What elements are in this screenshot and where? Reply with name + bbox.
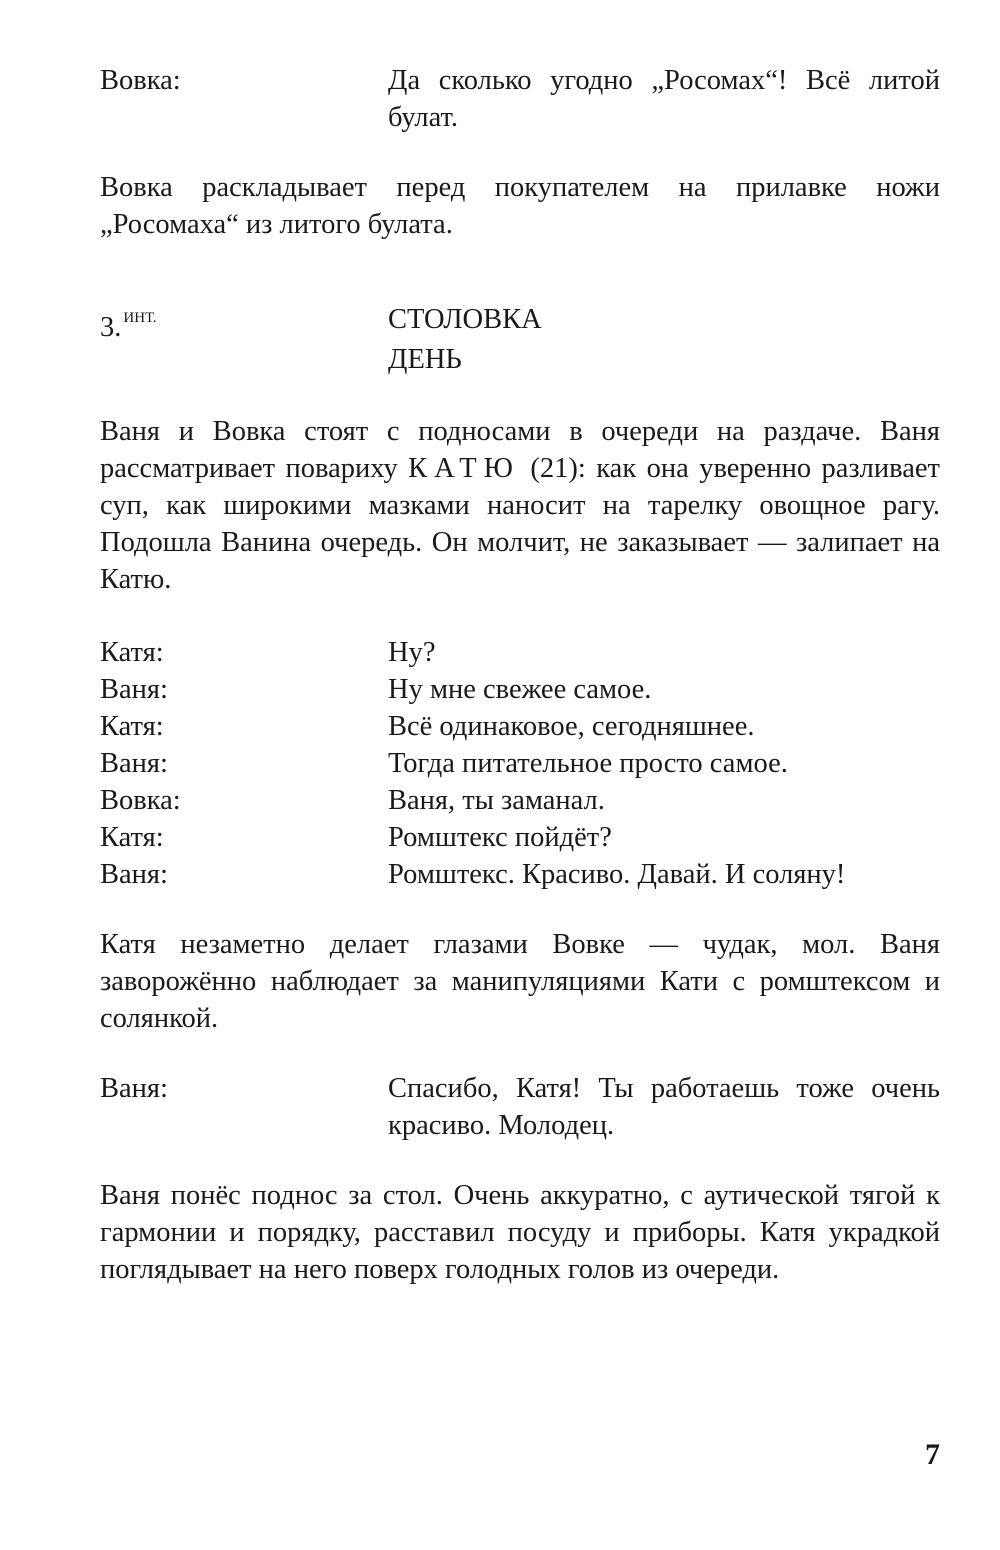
scene-location: СТОЛОВКА xyxy=(388,304,542,335)
speaker-name: Ваня: xyxy=(100,748,168,779)
dialogue-line: Ромштекс пойдёт? xyxy=(388,822,612,853)
dialogue-line: Тогда питательное просто самое. xyxy=(388,748,788,779)
character-intro: КАТЮ xyxy=(408,453,520,484)
dialogue-line: Да сколько угодно „Росомах“! Всё литой булат. xyxy=(388,65,940,133)
scene-time: ДЕНЬ xyxy=(388,344,462,375)
scene-heading xyxy=(100,300,940,380)
speaker-name: Вовка: xyxy=(100,785,181,816)
scene-type: ИНТ. xyxy=(123,310,157,326)
dialogue-line: Ромштекс. Красиво. Давай. И соляну! xyxy=(388,859,846,890)
action-paragraph: Вовка раскладывает перед покупателем на прилавке ножи „Росомаха“ из литого булата. xyxy=(100,172,940,240)
dialogue-line: Ну мне свежее самое. xyxy=(388,674,652,705)
page-number: 7 xyxy=(925,1438,940,1471)
scene-number: 3. $^{ИНТ.}$ xyxy=(100,310,157,343)
dialogue-row xyxy=(100,671,940,708)
speaker-name: Катя: xyxy=(100,711,164,742)
speaker-name: Катя: xyxy=(100,822,164,853)
action-paragraph: Катя незаметно делает глазами Вовке — чудак, мол. Ваня заворожённо наблюдает за манипуляциями Кати с ромштексом и солянкой. xyxy=(100,929,940,1034)
dialogue-line: Ну? xyxy=(388,637,436,668)
speaker-name: Вовка: xyxy=(100,65,181,96)
speaker-name: Ваня: xyxy=(100,859,168,890)
dialogue-line: Ваня, ты заманал. xyxy=(388,785,605,816)
speaker-name: Ваня: xyxy=(100,1073,168,1104)
dialogue-block xyxy=(100,1070,940,1144)
action-paragraph: Ваня и Вовка стоят с подносами в очереди на раздаче. Ваня рассматривает повариху КАТЮ (21): как она уверенно разливает суп, как широкими мазками наносит на тарелку овощное рагу. Подошла Ванина очередь. Он молчит, не заказывает — залипает на Катю. xyxy=(100,416,940,595)
dialogue-row xyxy=(100,745,940,782)
dialogue-line: Спасибо, Катя! Ты работаешь тоже очень красиво. Молодец. xyxy=(388,1073,940,1141)
speaker-name: Катя: xyxy=(100,637,164,668)
dialogue-block xyxy=(100,62,940,136)
dialogue-row xyxy=(100,708,940,745)
dialogue-line: Всё одинаковое, сегодняшнее. xyxy=(388,711,755,742)
dialogue-row xyxy=(100,819,940,856)
dialogue-row xyxy=(100,634,940,671)
action-paragraph: Ваня понёс поднос за стол. Очень аккуратно, с аутической тягой к гармонии и порядку, расставил посуду и приборы. Катя украдкой поглядывает на него поверх голодных голов из очереди. xyxy=(100,1180,940,1285)
dialogue-list xyxy=(100,634,940,893)
screenplay-text xyxy=(100,62,940,1288)
dialogue-row xyxy=(100,856,940,893)
speaker-name: Ваня: xyxy=(100,674,168,705)
dialogue-row xyxy=(100,782,940,819)
